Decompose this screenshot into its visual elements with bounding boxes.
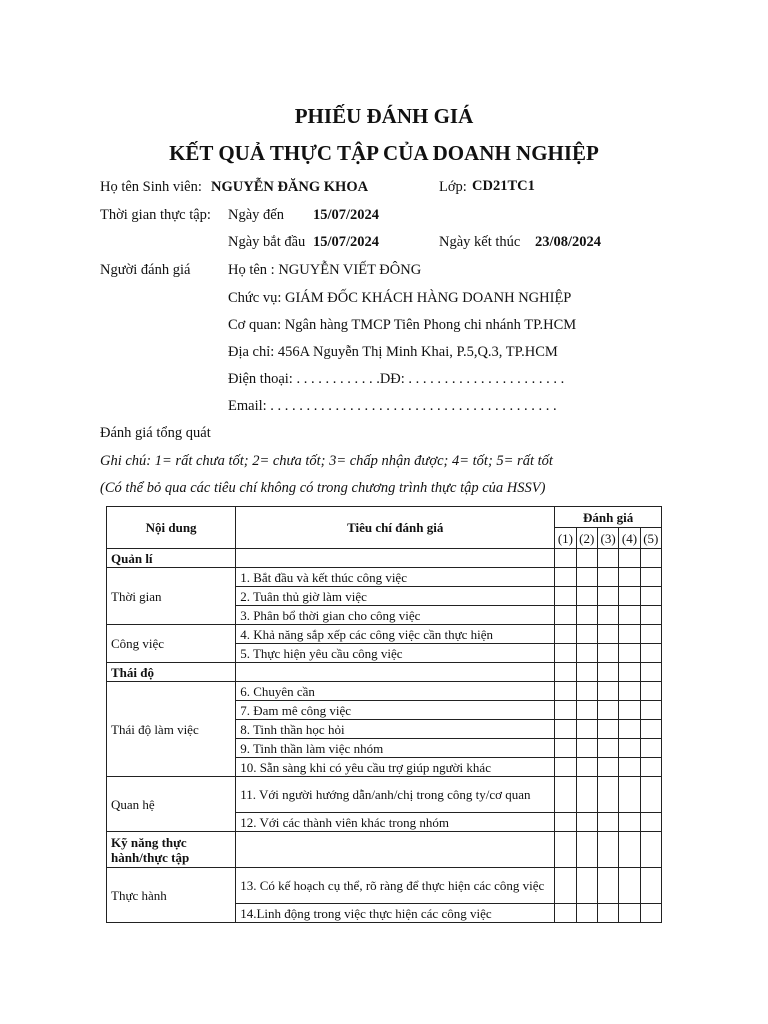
class-label: Lớp: — [439, 179, 467, 195]
score-cell[interactable] — [640, 758, 661, 777]
scale-note: Ghi chú: 1= rất chưa tốt; 2= chưa tốt; 3= chấp nhận được; 4= tốt; 5= rất tốt — [100, 453, 553, 469]
score-cell[interactable] — [555, 904, 576, 923]
score-cell[interactable] — [555, 625, 576, 644]
score-cell[interactable] — [619, 904, 640, 923]
group-relations: Quan hệ — [107, 777, 236, 832]
evaluation-table — [106, 506, 662, 923]
score-cell[interactable] — [619, 625, 640, 644]
score-cell[interactable] — [576, 720, 597, 739]
section-skills: Kỹ năng thực hành/thực tập — [107, 832, 236, 868]
score-cell[interactable] — [619, 644, 640, 663]
evaluator-email: Email: . . . . . . . . . . . . . . . . . . . . . . . . . . . . . . . . . . . . . . . . — [228, 398, 557, 414]
evaluator-address: Địa chỉ: 456A Nguyễn Thị Minh Khai, P.5,Q.3, TP.HCM — [228, 344, 558, 360]
table-row — [107, 568, 662, 587]
evaluator-name: Họ tên : NGUYỄN VIẾT ĐÔNG — [228, 262, 422, 278]
criterion-10: 10. Sẵn sàng khi có yêu cầu trợ giúp người khác — [236, 758, 555, 777]
score-cell[interactable] — [576, 644, 597, 663]
section-row — [107, 663, 662, 682]
start-label: Ngày bắt đầu — [228, 234, 306, 250]
score-cell[interactable] — [619, 587, 640, 606]
score-cell[interactable] — [619, 777, 640, 813]
criterion-7: 7. Đam mê công việc — [236, 701, 555, 720]
score-cell[interactable] — [619, 720, 640, 739]
score-cell[interactable] — [555, 868, 576, 904]
criterion-12: 12. Với các thành viên khác trong nhóm — [236, 813, 555, 832]
score-cell[interactable] — [555, 813, 576, 832]
class-value: CD21TC1 — [472, 178, 535, 194]
score-cell[interactable] — [640, 644, 661, 663]
arrive-date: 15/07/2024 — [313, 207, 380, 223]
score-cell[interactable] — [597, 758, 618, 777]
criterion-13: 13. Có kế hoạch cụ thể, rõ ràng để thực hiện các công việc — [236, 868, 555, 904]
criterion-8: 8. Tinh thần học hỏi — [236, 720, 555, 739]
form-title: PHIẾU ĐÁNH GIÁ — [294, 104, 474, 128]
score-5-header: (5) — [640, 528, 661, 549]
score-cell[interactable] — [597, 625, 618, 644]
criterion-14: 14.Linh động trong việc thực hiện các công việc — [236, 904, 555, 923]
score-cell[interactable] — [555, 568, 576, 587]
score-cell[interactable] — [576, 868, 597, 904]
score-3-header: (3) — [597, 528, 618, 549]
student-name-label: Họ tên Sinh viên: — [100, 179, 202, 195]
header-rating: Đánh giá — [555, 507, 662, 528]
table-row — [107, 682, 662, 701]
period-label: Thời gian thực tập: — [100, 207, 211, 223]
score-cell[interactable] — [640, 777, 661, 813]
score-cell[interactable] — [597, 682, 618, 701]
score-cell[interactable] — [576, 777, 597, 813]
score-cell[interactable] — [597, 587, 618, 606]
section-attitude: Thái độ — [107, 663, 236, 682]
group-practice: Thực hành — [107, 868, 236, 923]
score-cell[interactable] — [597, 868, 618, 904]
score-cell[interactable] — [576, 739, 597, 758]
evaluator-label: Người đánh giá — [100, 262, 191, 278]
score-cell[interactable] — [619, 739, 640, 758]
criterion-11: 11. Với người hướng dẫn/anh/chị trong công ty/cơ quan — [236, 777, 555, 813]
evaluator-agency: Cơ quan: Ngân hàng TMCP Tiên Phong chi nhánh TP.HCM — [228, 317, 577, 333]
overall-heading: Đánh giá tổng quát — [100, 425, 211, 441]
score-1-header: (1) — [555, 528, 576, 549]
section-management: Quản lí — [107, 549, 236, 568]
section-row — [107, 832, 662, 868]
score-cell[interactable] — [597, 813, 618, 832]
end-label: Ngày kết thúc — [439, 234, 521, 250]
score-cell[interactable] — [640, 739, 661, 758]
score-cell[interactable] — [597, 568, 618, 587]
score-cell[interactable] — [619, 682, 640, 701]
start-date: 15/07/2024 — [313, 234, 380, 250]
score-cell[interactable] — [555, 587, 576, 606]
header-criteria: Tiêu chí đánh giá — [236, 507, 555, 549]
score-cell[interactable] — [640, 682, 661, 701]
score-cell[interactable] — [597, 777, 618, 813]
score-cell[interactable] — [619, 606, 640, 625]
table-row — [107, 777, 662, 813]
score-cell[interactable] — [576, 682, 597, 701]
score-cell[interactable] — [555, 739, 576, 758]
score-cell[interactable] — [597, 739, 618, 758]
criterion-9: 9. Tinh thần làm việc nhóm — [236, 739, 555, 758]
criterion-4: 4. Khả năng sắp xếp các công việc cần thực hiện — [236, 625, 555, 644]
arrive-label: Ngày đến — [228, 207, 284, 223]
criterion-3: 3. Phân bổ thời gian cho công việc — [236, 606, 555, 625]
skip-note: (Có thể bỏ qua các tiêu chí không có trong chương trình thực tập của HSSV) — [100, 480, 546, 496]
score-cell[interactable] — [576, 701, 597, 720]
score-4-header: (4) — [619, 528, 640, 549]
score-cell[interactable] — [640, 904, 661, 923]
score-cell[interactable] — [640, 568, 661, 587]
score-cell[interactable] — [640, 606, 661, 625]
score-cell[interactable] — [576, 606, 597, 625]
score-cell[interactable] — [619, 701, 640, 720]
score-cell[interactable] — [619, 813, 640, 832]
score-cell[interactable] — [576, 625, 597, 644]
section-row — [107, 549, 662, 568]
header-content: Nội dung — [107, 507, 236, 549]
form-subtitle: KẾT QUẢ THỰC TẬP CỦA DOANH NGHIỆP — [169, 141, 599, 165]
score-cell[interactable] — [640, 868, 661, 904]
student-name-value: NGUYỄN ĐĂNG KHOA — [211, 179, 369, 195]
score-cell[interactable] — [555, 606, 576, 625]
evaluator-phone: Điện thoại: . . . . . . . . . . . .DĐ: . . . . . . . . . . . . . . . . . . . . . . — [228, 371, 565, 387]
score-cell[interactable] — [597, 606, 618, 625]
score-cell[interactable] — [619, 568, 640, 587]
end-date: 23/08/2024 — [535, 234, 602, 250]
score-cell[interactable] — [576, 904, 597, 923]
score-cell[interactable] — [555, 644, 576, 663]
group-work-attitude: Thái độ làm việc — [107, 682, 236, 777]
score-cell[interactable] — [555, 701, 576, 720]
score-cell[interactable] — [576, 568, 597, 587]
score-cell[interactable] — [597, 720, 618, 739]
score-cell[interactable] — [640, 813, 661, 832]
score-cell[interactable] — [576, 587, 597, 606]
score-cell[interactable] — [597, 701, 618, 720]
criterion-6: 6. Chuyên cần — [236, 682, 555, 701]
table-row — [107, 625, 662, 644]
score-cell[interactable] — [640, 720, 661, 739]
criterion-5: 5. Thực hiện yêu cầu công việc — [236, 644, 555, 663]
criterion-1: 1. Bắt đầu và kết thúc công việc — [236, 568, 555, 587]
score-cell[interactable] — [555, 682, 576, 701]
score-cell[interactable] — [619, 868, 640, 904]
score-cell[interactable] — [640, 701, 661, 720]
score-cell[interactable] — [555, 777, 576, 813]
score-cell[interactable] — [597, 644, 618, 663]
score-cell[interactable] — [576, 813, 597, 832]
score-2-header: (2) — [576, 528, 597, 549]
score-cell[interactable] — [640, 625, 661, 644]
evaluator-position: Chức vụ: GIÁM ĐỐC KHÁCH HÀNG DOANH NGHIỆP — [228, 290, 572, 306]
score-cell[interactable] — [619, 758, 640, 777]
score-cell[interactable] — [555, 720, 576, 739]
group-work: Công việc — [107, 625, 236, 663]
table-row — [107, 868, 662, 904]
criterion-2: 2. Tuân thủ giờ làm việc — [236, 587, 555, 606]
group-time: Thời gian — [107, 568, 236, 625]
score-cell[interactable] — [640, 587, 661, 606]
score-cell[interactable] — [576, 758, 597, 777]
score-cell[interactable] — [597, 904, 618, 923]
score-cell[interactable] — [555, 758, 576, 777]
